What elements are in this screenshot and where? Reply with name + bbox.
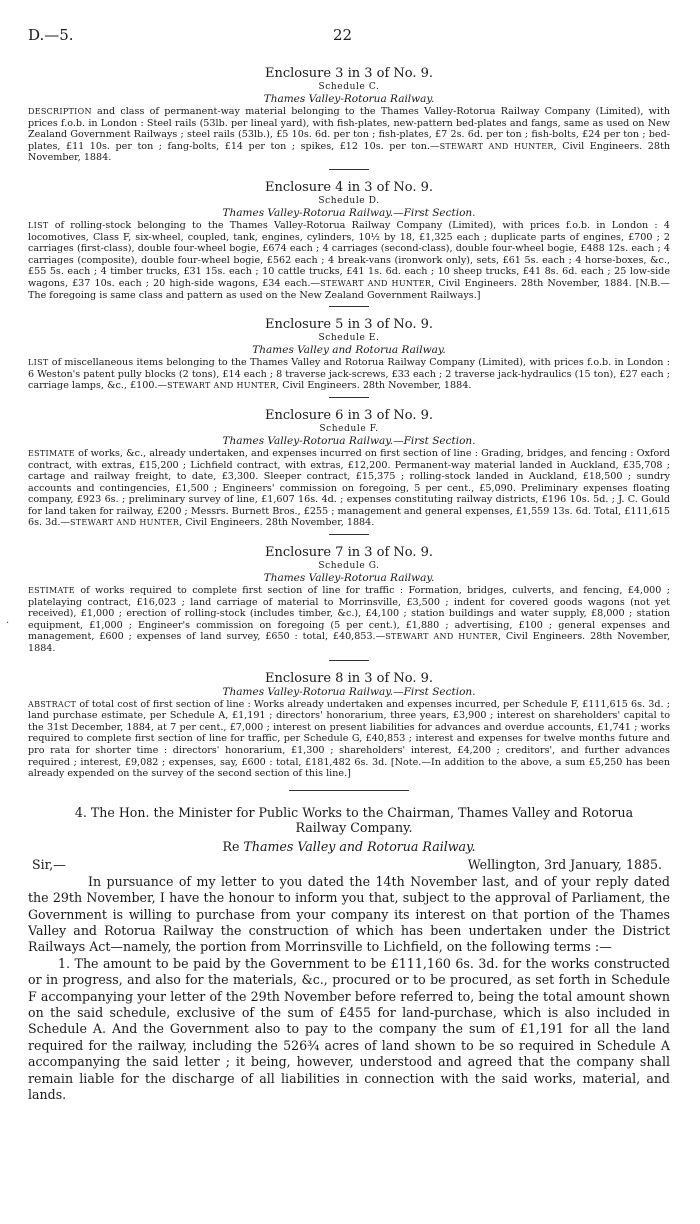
lead-word: LIST	[28, 220, 49, 230]
schedule-label: Schedule C.	[318, 82, 380, 92]
enclosure-title: Enclosure 5 in 3 of No. 9.	[264, 317, 434, 333]
dateline: Wellington, 3rd January, 1885.	[467, 856, 662, 872]
signature-tail: , Civil Engineers. 28th November, 1884.	[28, 140, 670, 164]
enclosure-section	[28, 671, 670, 791]
enclosure-section	[28, 317, 670, 398]
document-reference: D.—5.	[28, 26, 74, 44]
subject-text: Thames Valley and Rotorua Railway.	[243, 838, 476, 854]
enclosure-section	[28, 545, 670, 661]
section-divider	[329, 169, 369, 170]
salutation-row	[28, 857, 670, 874]
enclosure-text	[28, 585, 670, 655]
letter-paragraph: In pursuance of my letter to you dated the 14th November last, and of your reply dated the 29th November, I have the honour to inform you that, subject to the approval of Parliament, the Government is willing to purchase from your company its interest on that portion of the Thames Valley and Rotorua Railway the construction of which has been undertaken under the District Railways Act—namely, the portion from Morrinsville to Lichfield, on the following terms :—	[28, 873, 670, 955]
salutation: Sir,—	[32, 856, 66, 872]
page-number: 22	[333, 26, 353, 44]
enclosure-section	[28, 66, 670, 170]
body-text: and class of permanent-way material belonging to the Thames Valley-Rotorua Railway Company (Limited), with prices f.o.b. in London : Steel rails (53lb. per lineal yard), with fish-plates, new-pattern bed-plates and fangs, same as used on New Zealand Government Railways ; steel rails (53lb.), £5 10s. 6d. per ton ; fish-plates, £7 2s. 6d. per ton ; fish-bolts, £24 per ton ; bed-plates, £11 10s. per ton ; fang-bolts, £14 per ton ; spikes, £12 10s. per ton.—	[28, 106, 670, 152]
letter-paragraph: 1. The amount to be paid by the Government to be £111,160 6s. 3d. for the works constructed or in progress, and also for the materials, &c., procured or to be procured, as set forth in Schedule F accompanying your letter of the 29th November before referred to, being the total amount shown on the said schedule, exclusive of the sum of £455 for land-purchase, which is also included in Schedule A. And the Government also to pay to the company the sum of £1,191 for all the land required for the railway, including the 526¾ acres of land shown to be so required in Schedule A accompanying the said letter ; it being, however, understood and agreed that the company shall remain liable for the discharge of all liabilities in connection with the said works, material, and lands.	[28, 955, 670, 1103]
enclosure-subtitle: Thames Valley-Rotorua Railway.	[263, 572, 435, 585]
lead-word: ABSTRACT	[28, 699, 77, 709]
section-divider	[329, 534, 369, 535]
enclosure-section	[28, 180, 670, 307]
enclosure-title: Enclosure 3 in 3 of No. 9.	[264, 66, 434, 81]
letter-section	[28, 805, 670, 1104]
enclosure-subtitle: Thames Valley-Rotorua Railway.—First Section.	[222, 685, 476, 698]
signature: STEWART AND HUNTER	[70, 518, 180, 528]
enclosure-text	[28, 357, 670, 392]
signature-tail: , Civil Engineers. 28th November, 1884.	[179, 517, 375, 529]
signature-tail: , Civil Engineers. 28th November, 1884.	[28, 631, 670, 655]
section-divider	[329, 660, 369, 661]
enclosure-text	[28, 448, 670, 529]
body-text: of miscellaneous items belonging to the Thames Valley and Rotorua Railway Company (Limited), with prices f.o.b. in London : 6 Weston's patent pully blocks (2 tons), £14 each ; 8 traverse jack-screws, £33 each ; 2 traverse jack-hydraulics (15 ton), £27 each ; carriage lamps, &c., £100.—	[28, 357, 670, 392]
body-text: of total cost of first section of line : Works already undertaken and expenses incurred, per Schedule F, £111,615 6s. 3d. ; land purchase estimate, per Schedule A, £1,191 ; directors' honorarium, three years, £3,900 ; interest on shareholders' capital to the 31st December, 1884, at 7 per cent., £7,000 ; interest on present liabilities for advances and overdue accounts, £1,741 ; works required to complete first section of line for traffic, per Schedule G, £40,853 ; interest and expenses for twelve months future and pro rata for shorter time : directors' honorarium, £1,300 ; shareholders' interest, £4,200 ; creditors', and further advances required ; interest, £9,082 ; expenses, say, £600 : total, £181,482 6s. 3d. [Note.—In addition to the above, a sum £5,250 has been already expended on the survey of the second section of this line.]	[28, 698, 670, 780]
signature: STEWART AND HUNTER	[320, 278, 432, 288]
enclosure-subtitle: Thames Valley-Rotorua Railway.—First Section.	[222, 434, 476, 447]
section-divider	[329, 306, 369, 307]
lead-word: ESTIMATE	[28, 586, 75, 596]
signature: STEWART AND HUNTER	[439, 141, 554, 151]
signature: STEWART AND HUNTER	[167, 381, 277, 391]
enclosure-text	[28, 220, 670, 301]
enclosure-section	[28, 408, 670, 535]
lead-word: LIST	[28, 358, 49, 368]
schedule-label: Schedule F.	[319, 423, 379, 434]
enclosure-title: Enclosure 6 in 3 of No. 9.	[264, 407, 434, 423]
enclosure-text	[28, 106, 670, 164]
section-divider	[329, 397, 369, 398]
letter-title: 4. The Hon. the Minister for Public Works to the Chairman, Thames Valley and Rotorua Railway Company.	[74, 804, 634, 835]
enclosure-title: Enclosure 7 in 3 of No. 9.	[264, 545, 434, 561]
enclosure-subtitle: Thames Valley and Rotorua Railway.	[252, 344, 446, 357]
enclosure-subtitle: Thames Valley-Rotorua Railway.	[263, 93, 435, 105]
signature-tail: , Civil Engineers. 28th November, 1884.	[276, 380, 472, 392]
signature: STEWART AND HUNTER	[385, 632, 498, 642]
schedule-label: Schedule D.	[318, 195, 380, 206]
body-text: of works required to complete first section of line for traffic : Formation, bridges, culverts, and fencing, £4,000 ; platelaying contract, £16,023 ; land carriage of material to Morrinsville, £3,500 ; indent for covered goods wagons (not yet received), £1,000 ; erection of rolling-stock (includes timber, &c.), £4,100 ; station buildings and water supply, £8,000 ; station equipment, £1,000 ; Engineer's commission on foregoing (5 per cent.), £1,880 ; advertising, £100 ; general expenses and management, £600 ; expenses of land survey, £650 : total, £40,853.—	[28, 585, 670, 643]
signature-tail: , Civil Engineers. 28th November, 1884. [N.B.—The foregoing is same class and pattern as used on the New Zealand Government Railways.]	[28, 277, 670, 301]
lead-word: DESCRIPTION	[28, 107, 92, 116]
letter-subject	[28, 839, 670, 854]
section-divider	[289, 790, 409, 791]
margin-mark: ·	[6, 618, 10, 629]
schedule-label: Schedule E.	[318, 333, 380, 344]
document-page	[28, 26, 670, 1103]
enclosure-text	[28, 699, 670, 780]
body-text: of works, &c., already undertaken, and expenses incurred on first section of line : Grading, bridges, and fencing : Oxford contract, with extras, £15,200 ; Lichfield contract, with extras, £12,200. Permanent-way material landed in Auckland, £35,708 ; cartage and railway freight, to date, £3,300. Sleeper contract, £15,375 ; rolling-stock landed in Auckland, £18,500 ; sundry accounts and contingencies, £1,500 ; Engineers' commission on foregoing, 5 per cent., £5,090. Preliminary expenses floating company, £923 6s. ; preliminary survey of line, £1,607 16s. 4d. ; expenses constituting railway districts, £196 10s. 5d. ; J. C. Gould for land taken for railway, £200 ; Messrs. Burnett Bros., £255 ; management and general expenses, £1,559 13s. 6d. Total, £111,615 6s. 3d.—	[28, 447, 670, 529]
page-header	[28, 26, 670, 48]
enclosure-title: Enclosure 8 in 3 of No. 9.	[264, 670, 434, 686]
enclosure-title: Enclosure 4 in 3 of No. 9.	[264, 179, 434, 195]
subject-prefix: Re	[222, 838, 240, 854]
lead-word: ESTIMATE	[28, 448, 75, 458]
schedule-label: Schedule G.	[318, 561, 380, 572]
body-text: of rolling-stock belonging to the Thames Valley-Rotorua Railway Company (Limited), with prices f.o.b. in London : 4 locomotives, Class F, six-wheel, coupled, tank, engines, cylinders, 10½ by 18, £1,325 each ; duplicate parts of engines, £700 ; 2 carriages (first-class), double four-wheel bogie, £674 each ; 4 carriages (second-class), double four-wheel bogie, £488 12s. each ; 4 carriages (composite), double four-wheel bogie, £562 each ; 4 break-vans (ironwork only), sets, £61 5s. each ; 4 horse-boxes, &c., £55 5s. each ; 4 timber trucks, £31 15s. each ; 10 cattle trucks, £41 1s. 6d. each ; 10 sheep trucks, £41 8s. 6d. each ; 25 low-side wagons, £37 10s. each ; 20 high-side wagons, £34 each.—	[28, 219, 670, 289]
enclosure-subtitle: Thames Valley-Rotorua Railway.—First Section.	[222, 206, 476, 219]
